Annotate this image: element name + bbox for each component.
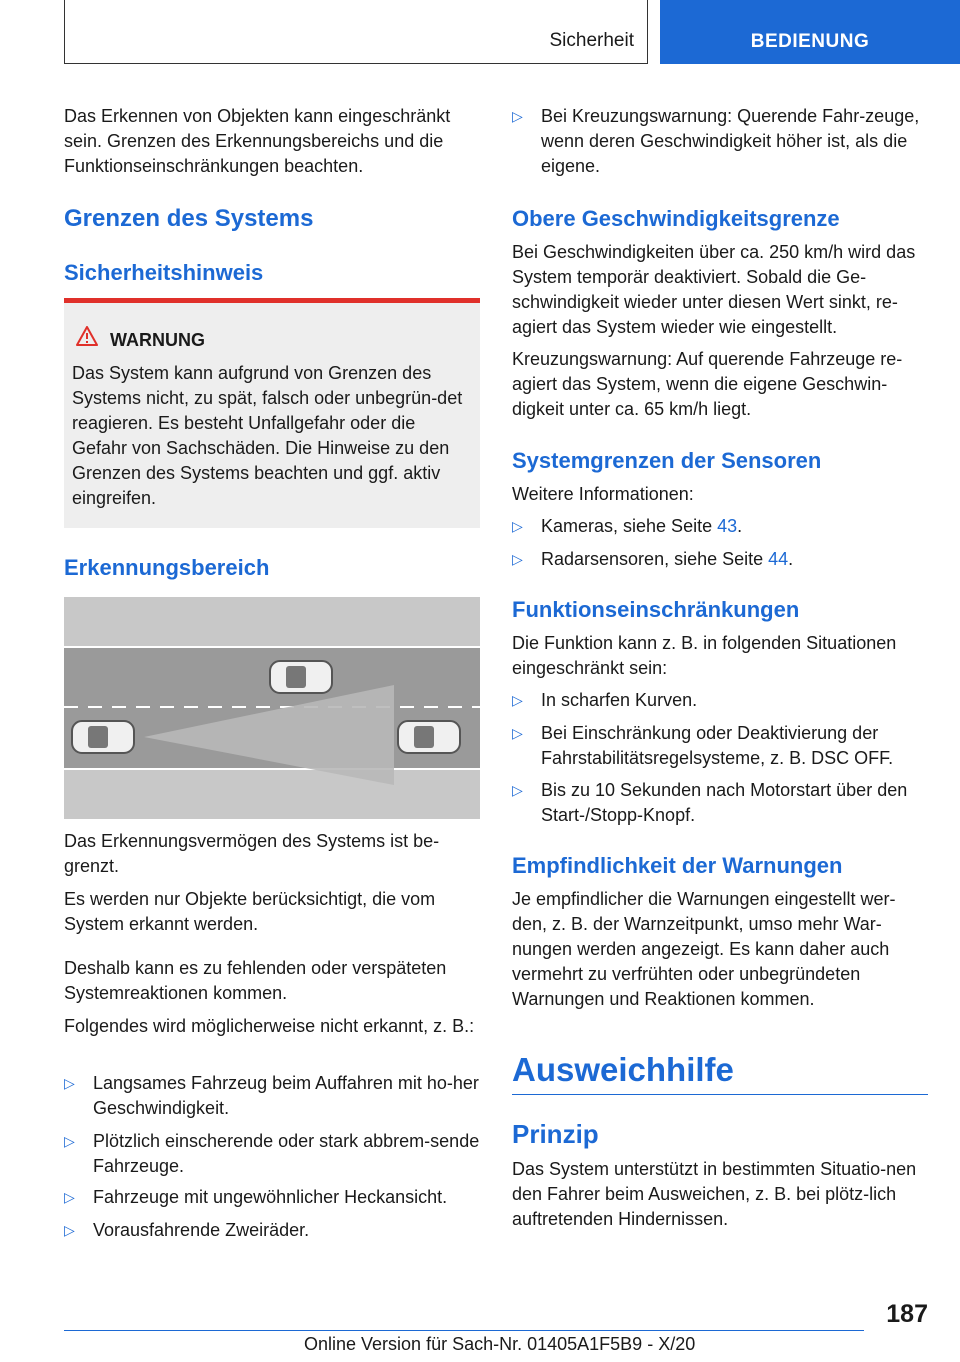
warning-box — [64, 298, 480, 528]
bullet-triangle-icon: ▷ — [64, 1075, 75, 1091]
bullet-triangle-icon: ▷ — [512, 551, 523, 567]
bullet-triangle-icon: ▷ — [64, 1189, 75, 1205]
page-link-44[interactable]: 44 — [768, 549, 789, 569]
heading-warning-sensitivity: Empfindlichkeit der Warnungen — [512, 853, 843, 878]
speed-paragraph-1: Bei Geschwindigkeiten über ca. 250 km/h wird das System temporär deaktiviert. Sobald die Ge-schwindigkeit wieder unter diesen Wert sinkt, re-agiert das System wieder wie eingestellt. — [512, 242, 916, 337]
sensors-paragraph: Weitere Informationen: — [512, 484, 694, 504]
chapter-tab[interactable]: BEDIENUNG — [660, 0, 960, 64]
heading-function-limits: Funktionseinschränkungen — [512, 597, 800, 622]
vehicle-front-icon — [398, 721, 460, 753]
warning-triangle-icon — [76, 326, 98, 346]
range-paragraph-3: Deshalb kann es zu fehlenden oder verspäteten Systemreaktionen kommen. — [64, 958, 447, 1003]
func-paragraph: Die Funktion kann z. B. in folgenden Situationen eingeschränkt sein: — [512, 633, 897, 678]
range-paragraph-1: Das Erkennungsvermögen des Systems ist be-grenzt. — [64, 831, 440, 876]
bullet-triangle-icon: ▷ — [512, 692, 523, 708]
bullet-triangle-icon: ▷ — [64, 1222, 75, 1238]
detection-range-illustration — [64, 597, 480, 819]
vehicle-ahead-icon — [270, 661, 332, 693]
heading-safety-note: Sicherheitshinweis — [64, 260, 264, 285]
heading-evasion-aid: Ausweichhilfe — [512, 1051, 734, 1088]
heading-sensor-limits: Systemgrenzen der Sensoren — [512, 448, 822, 473]
footer-rule — [64, 1330, 864, 1331]
heading-detection-range: Erkennungsbereich — [64, 555, 270, 580]
range-paragraph-2: Es werden nur Objekte berücksichtigt, die vom System erkannt werden. — [64, 889, 436, 934]
intro-paragraph: Das Erkennen von Objekten kann eingeschränkt sein. Grenzen des Erkennungsbereichs und die Funktionseinschränkungen beachten. — [64, 106, 451, 176]
bullet-triangle-icon: ▷ — [512, 108, 523, 124]
heading-system-limits: Grenzen des Systems — [64, 205, 314, 232]
principle-paragraph: Das System unterstützt in bestimmten Situatio-nen den Fahrer beim Ausweichen, z. B. bei plötz-lich auftretenden Hindernissen. — [512, 1159, 917, 1229]
own-vehicle-icon — [72, 721, 134, 753]
footer-version: Online Version für Sach-Nr. 01405A1F5B9 - X/20 — [304, 1334, 696, 1354]
bullet-triangle-icon: ▷ — [512, 725, 523, 741]
warning-text: Das System kann aufgrund von Grenzen des Systems nicht, zu spät, falsch oder unbegrün-det reagieren. Es besteht Unfallgefahr oder die Gefahr von Sachschäden. Die Hinweise zu den Grenzen des Systems beachten und ggf. aktiv eingreifen. — [72, 363, 463, 508]
page-link-43[interactable]: 43 — [717, 516, 738, 536]
heading-principle: Prinzip — [512, 1119, 599, 1149]
bullet-triangle-icon: ▷ — [64, 1133, 75, 1149]
bullet-triangle-icon: ▷ — [512, 782, 523, 798]
speed-paragraph-2: Kreuzungswarnung: Auf querende Fahrzeuge re-agiert das System, wenn die eigene Geschwin-digkeit unter ca. 65 km/h liegt. — [512, 349, 903, 419]
heading-rule — [512, 1094, 928, 1095]
heading-speed-limit: Obere Geschwindigkeitsgrenze — [512, 206, 840, 231]
page-number: 187 — [886, 1300, 928, 1328]
range-paragraph-4: Folgendes wird möglicherweise nicht erkannt, z. B.: — [64, 1016, 475, 1036]
bullet-triangle-icon: ▷ — [512, 518, 523, 534]
section-title: Sicherheit — [549, 30, 634, 51]
warning-title: WARNUNG — [110, 330, 205, 350]
sensitivity-paragraph: Je empfindlicher die Warnungen eingestellt wer-den, z. B. der Warnzeitpunkt, umso mehr War-nungen werden angezeigt. Es kann daher auch vermehrt zu verfrühten oder unbegründeten Warnungen und Reaktionen kommen. — [512, 889, 896, 1009]
